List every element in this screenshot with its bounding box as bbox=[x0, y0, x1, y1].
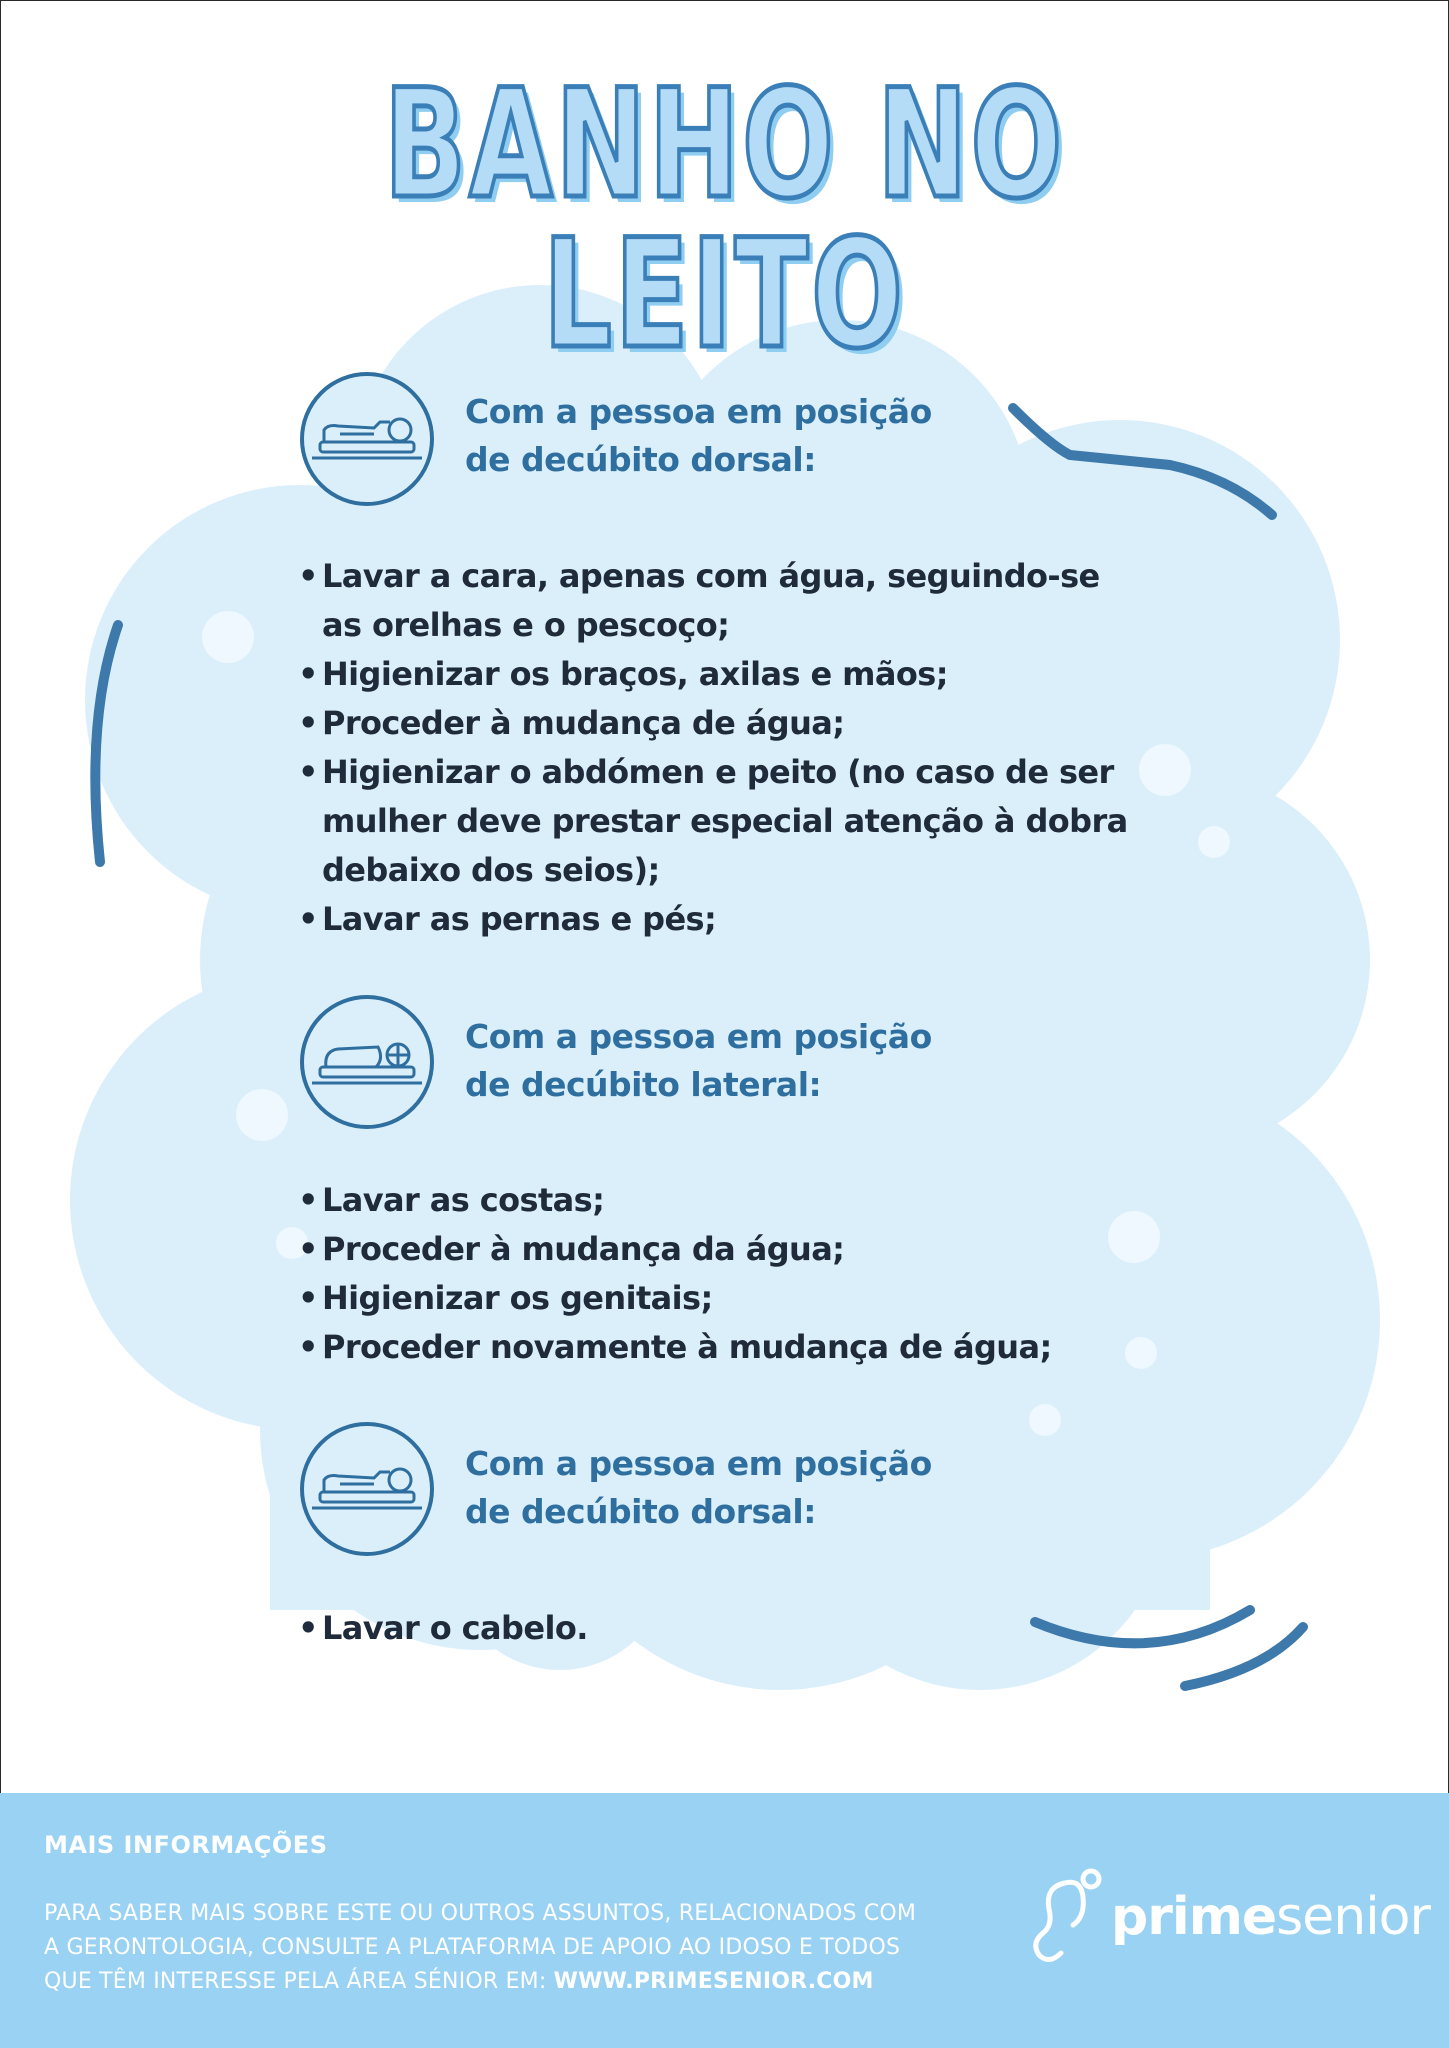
list-item: • Proceder à mudança de água; bbox=[298, 699, 1128, 748]
footer bbox=[0, 1793, 1449, 2048]
section-2-list bbox=[298, 1176, 1052, 1372]
section-1-heading: Com a pessoa em posição de decúbito dorsal: bbox=[465, 392, 932, 479]
list-item: • Lavar as costas; bbox=[298, 1176, 1052, 1225]
list-item: • Lavar a cara, apenas com água, seguindo-se as orelhas e o pescoço; bbox=[298, 552, 1128, 650]
page-title: BANHO NO LEITO bbox=[383, 58, 1066, 382]
footer-text: PARA SABER MAIS SOBRE ESTE OU OUTROS ASSUNTOS, RELACIONADOS COM A GERONTOLOGIA, CONSULTE A PLATAFORMA DE APOIO AO IDOSO E TODOS QUE TÊM INTERESSE PELA ÁREA SÉNIOR EM: WWW.PRIMESENIOR.COM bbox=[44, 1901, 917, 1994]
section-1-list bbox=[298, 552, 1128, 944]
section-3-list bbox=[298, 1604, 588, 1653]
list-item: • Lavar as pernas e pés; bbox=[298, 895, 1128, 944]
list-item: • Lavar o cabelo. bbox=[298, 1604, 588, 1653]
footer-title: MAIS INFORMAÇÕES bbox=[44, 1831, 328, 1859]
list-item: • Proceder à mudança da água; bbox=[298, 1225, 1052, 1274]
primesenior-logo-icon bbox=[1025, 1863, 1115, 1973]
list-item: • Higienizar o abdómen e peito (no caso de ser mulher deve prestar especial atenção à dobra debaixo dos seios); bbox=[298, 748, 1128, 895]
section-3-heading: Com a pessoa em posição de decúbito dorsal: bbox=[465, 1444, 932, 1531]
footer-url-link[interactable]: WWW.PRIMESENIOR.COM bbox=[553, 1969, 874, 1994]
primesenior-logo bbox=[1025, 1863, 1430, 1973]
person-lying-lateral-icon bbox=[300, 995, 434, 1129]
section-2-heading: Com a pessoa em posição de decúbito lateral: bbox=[465, 1017, 932, 1104]
list-item: • Proceder novamente à mudança de água; bbox=[298, 1323, 1052, 1372]
list-item: • Higienizar os braços, axilas e mãos; bbox=[298, 650, 1128, 699]
person-lying-dorsal-icon bbox=[300, 1422, 434, 1556]
list-item: • Higienizar os genitais; bbox=[298, 1274, 1052, 1323]
person-lying-dorsal-icon bbox=[300, 372, 434, 506]
primesenior-logo-text: primesenior bbox=[1111, 1887, 1430, 1947]
